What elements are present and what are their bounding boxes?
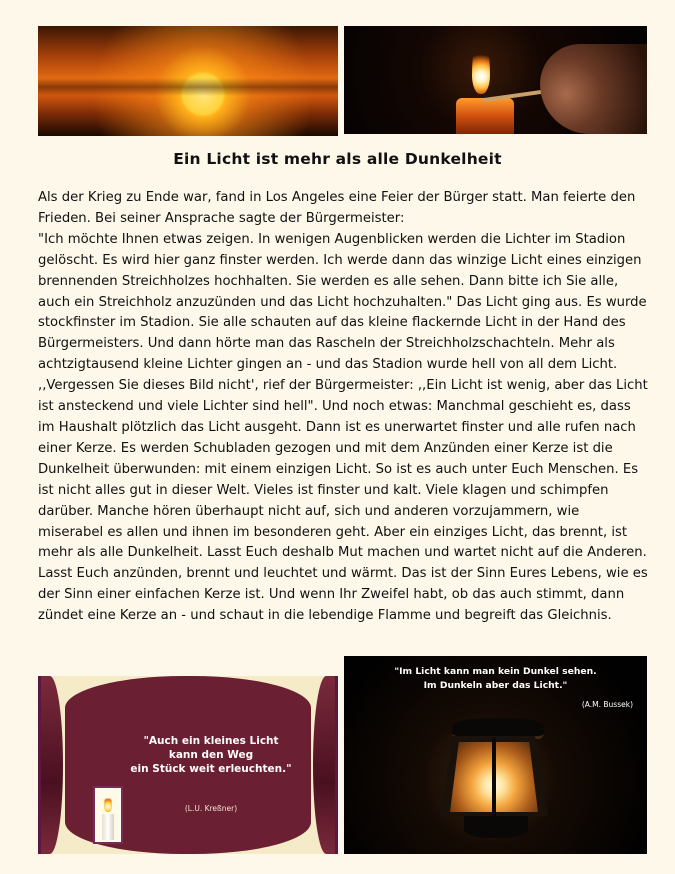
match-candle-image bbox=[344, 26, 647, 134]
quote-text-left bbox=[111, 734, 311, 776]
page-title: Ein Licht ist mehr als alle Dunkelheit bbox=[173, 150, 502, 168]
candle-icon bbox=[93, 786, 123, 844]
sunset-image bbox=[38, 26, 338, 136]
quote-line: Im Dunkeln aber das Licht." bbox=[423, 680, 568, 691]
candle-shape bbox=[456, 98, 514, 134]
lantern-bar bbox=[492, 738, 496, 816]
quote-author-right: (A.M. Bussek) bbox=[581, 700, 633, 709]
quote-line: "Auch ein kleines Licht bbox=[143, 735, 279, 747]
quote-line: kann den Weg bbox=[168, 749, 254, 761]
hand-shape bbox=[540, 44, 647, 134]
story-paragraph-intro: Als der Krieg zu Ende war, fand in Los Angeles eine Feier der Bürger statt. Man feierte den Frieden. Bei seiner Ansprache sagte der Bürgermeister: bbox=[38, 190, 636, 226]
small-flame-icon bbox=[104, 794, 112, 812]
left-wave-edge bbox=[41, 676, 63, 854]
right-wave-edge bbox=[313, 676, 335, 854]
quote-line: ein Stück weit erleuchten." bbox=[130, 763, 292, 775]
story-paragraph-main: "Ich möchte Ihnen etwas zeigen. In wenigen Augenblicken werden die Lichter im Stadion gelöscht. Es wird hier ganz finster werden. Ich werde dann das winzige Licht eines einzigen brennenden Streichholzes hochhalten. Sie werden es alle sehen. Dann bitte ich Sie alle, auch ein Streichholz anzuzünden und das Licht hochzuhalten." Das Licht ging aus. Es wurde stockfinster im Stadion. Sie alle schauten auf das kleine flackernde Licht in der Hand des Bürgermeisters. Und dann hörte man das Rascheln der Streichholzschachteln. Mehr als achtzigtausend kleine Lichter gingen an - und das Stadion wurde hell von all dem Licht. ,,Vergessen Sie dieses Bild nicht', rief der Bürgermeister: ,,Ein Licht ist wenig, aber das Licht ist ansteckend und viele Lichter sind hell". Und noch etwas: Manchmal geschieht es, dass im Haushalt plötzlich das Licht ausgeht. Dann ist es unerwartet finster und alle rufen nach einer Kerze. Es werden Schubladen gezogen und mit dem Anzünden einer Kerze ist die Dunkelheit überwunden: mit einem einzigen Licht. So ist es auch unter Euch Menschen. Es ist nicht alles gut in dieser Welt. Vieles ist finster und kalt. Viele klagen und schimpfen darüber. Manche hören überhaupt nicht auf, sich und anderen vorzujammern, wie miserabel es allen und ihnen im besonderen geht. Aber ein einziges Licht, das brennt, ist mehr als alle Dunkelheit. Lasst Euch deshalb Mut machen und wartet nicht auf die Anderen. Lasst Euch anzünden, brennt und leuchtet und wärmt. Das ist der Sinn Eures Lebens, wie es der Sinn einer einfachen Kerze ist. Und wenn Ihr Zweifel habt, ob das auch stimmt, dann zündet eine Kerze an - und schaut in die lebendige Flamme und begreift das Gleichnis. bbox=[38, 231, 648, 624]
small-candle-body bbox=[102, 814, 114, 840]
flame-icon bbox=[472, 32, 490, 94]
quote-line: "Im Licht kann man kein Dunkel sehen. bbox=[394, 666, 597, 677]
lantern-image bbox=[344, 656, 647, 854]
lantern-base bbox=[464, 816, 528, 838]
quote-author-left: (L.U. Kreßner) bbox=[184, 804, 238, 813]
lantern-top bbox=[452, 718, 544, 739]
quote-card-left bbox=[38, 676, 338, 854]
story-text bbox=[38, 188, 648, 627]
